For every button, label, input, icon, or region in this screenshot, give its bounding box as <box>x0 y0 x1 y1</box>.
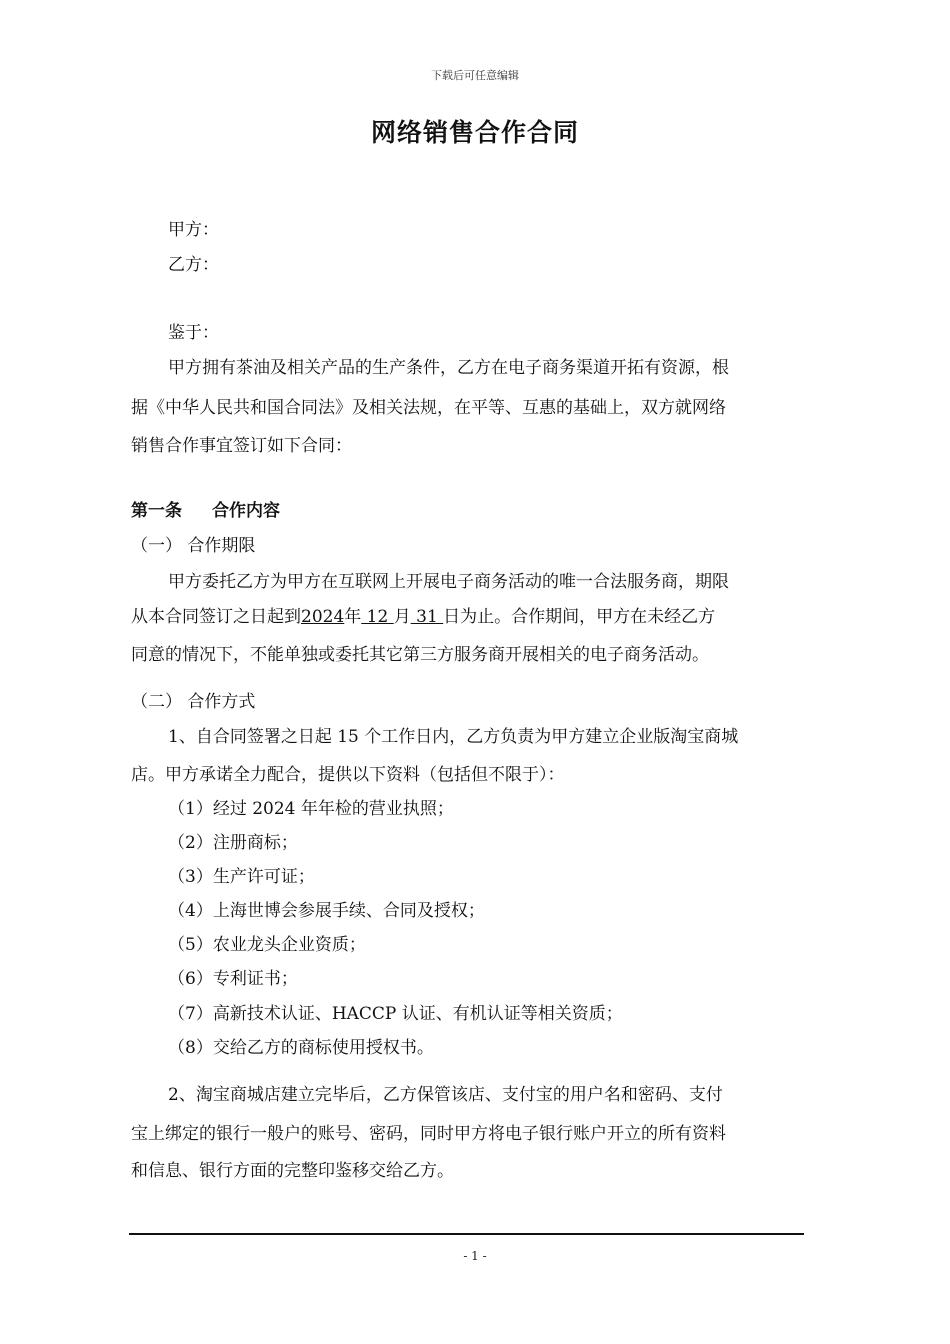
material-item: （8）交给乙方的商标使用授权书。 <box>168 1038 434 1058</box>
article-1-heading <box>131 499 280 523</box>
intro-line: 销售合作事宜签订如下合同： <box>131 436 352 456</box>
whereas-label: 鉴于： <box>168 323 219 343</box>
section-2-heading: （二） 合作方式 <box>131 692 256 712</box>
material-item: （2）注册商标； <box>168 833 298 853</box>
material-item: （5）农业龙头企业资质； <box>168 935 366 955</box>
party-a-label: 甲方： <box>168 220 219 240</box>
intro-line: 据《中华人民共和国合同法》及相关法规，在平等、互惠的基础上，双方就网络 <box>131 398 726 418</box>
section-2-line: 和信息、银行方面的完整印鉴移交给乙方。 <box>131 1161 454 1181</box>
end-month: 12 <box>361 607 394 627</box>
page-number: - 1 - <box>463 1249 487 1263</box>
material-item: （4）上海世博会参展手续、合同及授权； <box>168 901 485 921</box>
intro-line: 甲方拥有茶油及相关产品的生产条件，乙方在电子商务渠道开拓有资源，根 <box>168 358 729 378</box>
section-1-line: 甲方委托乙方为甲方在互联网上开展电子商务活动的唯一合法服务商，期限 <box>168 572 729 592</box>
material-item: （3）生产许可证； <box>168 867 315 887</box>
section-2-line: 店。甲方承诺全力配合，提供以下资料（包括但不限于）： <box>131 765 565 785</box>
section-2-line: 宝上绑定的银行一般户的账号、密码，同时甲方将电子银行账户开立的所有资料 <box>131 1124 726 1144</box>
material-item: （1）经过 2024 年年检的营业执照； <box>168 799 454 819</box>
end-day: 31 <box>410 607 444 627</box>
party-b-label: 乙方： <box>168 255 219 275</box>
section-1-line: 同意的情况下，不能单独或委托其它第三方服务商开展相关的电子商务活动。 <box>131 645 709 665</box>
header-note: 下载后可任意编辑 <box>431 69 519 82</box>
end-year: 2024 <box>301 607 345 627</box>
section-1-line: 从本合同签订之日起到2024年 12 月 31 日为止。合作期间，甲方在未经乙方 <box>131 607 716 627</box>
section-2-line: 1、自合同签署之日起 15 个工作日内，乙方负责为甲方建立企业版淘宝商城 <box>168 727 739 747</box>
material-item: （7）高新技术认证、HACCP 认证、有机认证等相关资质； <box>168 1004 623 1024</box>
material-item: （6）专利证书； <box>168 969 298 989</box>
article-name: 合作内容 <box>212 501 280 521</box>
document-title: 网络销售合作合同 <box>370 118 579 147</box>
footer-divider <box>129 1233 804 1235</box>
article-number: 第一条 <box>131 501 182 521</box>
section-1-heading: （一） 合作期限 <box>131 536 256 556</box>
section-2-line: 2、淘宝商城店建立完毕后，乙方保管该店、支付宝的用户名和密码、支付 <box>168 1085 723 1105</box>
